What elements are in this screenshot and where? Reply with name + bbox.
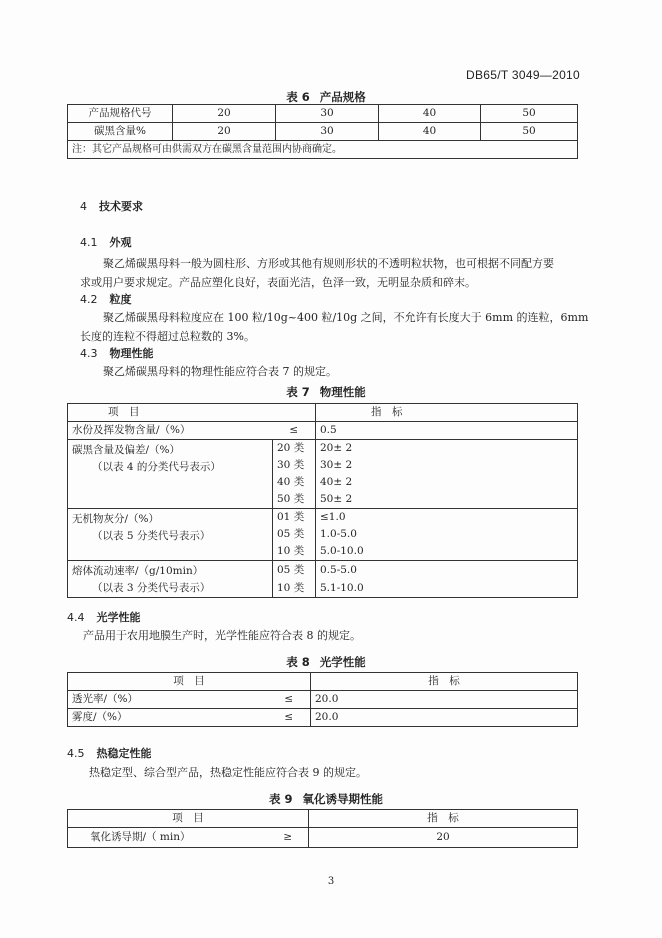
- row-value: 30± 2: [316, 457, 578, 474]
- class-code: 01 类: [273, 509, 316, 527]
- table6-title: 产品规格: [319, 90, 366, 104]
- row-label: 熔体流动速率/（g/10min）: [72, 565, 204, 577]
- table-cell: 碳黑含量%: [68, 123, 173, 141]
- table-row: [68, 123, 578, 141]
- table9-caption: [0, 793, 662, 806]
- section-number: 4.1: [80, 236, 98, 249]
- row-sublabel: （以表 5 分类代号表示）: [92, 530, 211, 542]
- row-sublabel: （以表 3 分类代号表示）: [92, 582, 211, 594]
- operator: ≤: [273, 422, 316, 440]
- class-code: 50 类: [273, 491, 316, 509]
- class-code: 05 类: [273, 526, 316, 543]
- section-4-5-heading: [67, 746, 662, 762]
- row-label: 氧化诱导期/（ min）: [68, 828, 268, 848]
- paragraph-line: 热稳定型、综合型产品，热稳定性能应符合表 9 的规定。: [89, 766, 367, 779]
- column-header-item: 项 目: [68, 404, 316, 422]
- class-code: 20 类: [273, 440, 316, 458]
- table6-number: 表 6: [286, 90, 310, 104]
- table-cell: 40: [379, 105, 481, 123]
- section-title: 光学性能: [96, 611, 141, 624]
- section-title: 外观: [109, 236, 132, 249]
- table6-caption: [0, 91, 662, 104]
- paragraph-line: 求或用户要求规定。产品应塑化良好，表面光洁，色泽一致，无明显杂质和碎末。: [80, 276, 476, 289]
- class-code: 05 类: [273, 561, 316, 580]
- page-number: 3: [327, 876, 335, 887]
- row-value: 1.0-5.0: [316, 526, 578, 543]
- column-header-index: 指 标: [309, 810, 578, 828]
- section-number: 4.4: [67, 611, 85, 624]
- row-label: 雾度/（%）: [68, 709, 268, 727]
- table8-title: 光学性能: [319, 655, 366, 669]
- section-4-2-text: [80, 308, 600, 346]
- row-value: 20.0: [311, 691, 578, 709]
- paragraph-line: 聚乙烯碳黑母料粒度应在 100 粒/10g~400 粒/10g 之间，不允许有长度大于 6mm 的连粒，6mm: [103, 311, 589, 324]
- table-header-row: [68, 810, 578, 828]
- section-4-1-text: [80, 254, 600, 292]
- table-cell: 30: [276, 105, 379, 123]
- section-4-2-heading: [80, 292, 662, 308]
- row-value: 0.5: [316, 422, 578, 440]
- paragraph-line: 长度的连粒不得超过总粒数的 3%。: [80, 330, 255, 343]
- column-header-index: 指 标: [316, 404, 578, 422]
- paragraph-line: 聚乙烯碳黑母料一般为圆柱形、方形或其他有规则形状的不透明粒状物，也可根据不同配方要: [103, 257, 554, 270]
- paragraph-line: 聚乙烯碳黑母料的物理性能应符合表 7 的规定。: [103, 365, 337, 378]
- section-title: 粒度: [109, 293, 132, 306]
- table-note-row: [68, 141, 578, 159]
- row-value: 5.1-10.0: [316, 579, 578, 598]
- table-row: [68, 509, 578, 527]
- class-code: 10 类: [273, 543, 316, 561]
- section-number: 4.2: [80, 293, 98, 306]
- table9-number: 表 9: [268, 792, 293, 806]
- table7-caption: [0, 386, 662, 399]
- column-header-index: 指 标: [311, 673, 578, 691]
- table-row: [68, 422, 578, 440]
- table-row: [68, 828, 578, 848]
- class-code: 30 类: [273, 457, 316, 474]
- table-row: [68, 561, 578, 580]
- section-4-5-text: [67, 763, 587, 782]
- table-note: 注：其它产品规格可由供需双方在碳黑含量范围内协商确定。: [68, 141, 578, 159]
- row-value: 40± 2: [316, 474, 578, 491]
- table-row: [68, 440, 578, 458]
- row-label: 透光率/（%）: [68, 691, 268, 709]
- table-cell: 20: [173, 123, 276, 141]
- row-value: 20: [309, 828, 578, 848]
- column-header-item: 项 目: [68, 810, 309, 828]
- section-4-1-heading: [80, 235, 662, 251]
- table-row: [68, 105, 578, 123]
- operator: ≤: [268, 691, 311, 709]
- table7: [67, 403, 578, 598]
- row-label: 无机物灰分/（%）: [72, 513, 160, 525]
- section-4-3-text: [80, 362, 600, 381]
- table9: [67, 809, 578, 848]
- table-row: [68, 691, 578, 709]
- section-number: 4.3: [80, 347, 98, 360]
- table-row: [68, 709, 578, 727]
- section-title: 技术要求: [99, 200, 143, 213]
- row-value: ≤1.0: [316, 509, 578, 527]
- section-number: 4.5: [67, 747, 85, 760]
- table-cell: 30: [276, 123, 379, 141]
- section-4-heading: [80, 199, 662, 215]
- class-code: 40 类: [273, 474, 316, 491]
- row-label: 碳黑含量及偏差/（%）: [72, 444, 181, 456]
- operator: ≥: [268, 828, 309, 848]
- table-cell: 40: [379, 123, 481, 141]
- section-4-3-heading: [80, 346, 662, 362]
- table9-title: 氧化诱导期性能: [302, 792, 383, 806]
- document-code: DB65/T 3049—2010: [466, 68, 580, 82]
- row-value: 20.0: [311, 709, 578, 727]
- table-header-row: [68, 404, 578, 422]
- row-value: 5.0-10.0: [316, 543, 578, 561]
- section-number: 4: [80, 200, 87, 213]
- row-value: 20± 2: [316, 440, 578, 458]
- row-sublabel: （以表 4 的分类代号表示）: [92, 461, 221, 473]
- class-code: 10 类: [273, 579, 316, 598]
- table7-number: 表 7: [286, 385, 310, 399]
- table-cell: 产品规格代号: [68, 105, 173, 123]
- table7-title: 物理性能: [319, 385, 366, 399]
- column-header-item: 项 目: [68, 673, 311, 691]
- table-cell: 50: [481, 105, 578, 123]
- paragraph-line: 产品用于农用地膜生产时，光学性能应符合表 8 的规定。: [83, 629, 361, 642]
- section-4-4-text: [67, 626, 587, 645]
- section-title: 物理性能: [109, 347, 154, 360]
- table-cell: 50: [481, 123, 578, 141]
- section-4-4-heading: [67, 610, 662, 626]
- table6: [67, 104, 578, 159]
- table8-caption: [0, 656, 662, 669]
- section-title: 热稳定性能: [96, 747, 152, 760]
- table8: [67, 672, 578, 727]
- table-header-row: [68, 673, 578, 691]
- table-cell: 20: [173, 105, 276, 123]
- row-value: 50± 2: [316, 491, 578, 509]
- table8-number: 表 8: [286, 655, 310, 669]
- row-value: 0.5-5.0: [316, 561, 578, 580]
- row-label: 水份及挥发物含量/（%）: [68, 422, 273, 440]
- operator: ≤: [268, 709, 311, 727]
